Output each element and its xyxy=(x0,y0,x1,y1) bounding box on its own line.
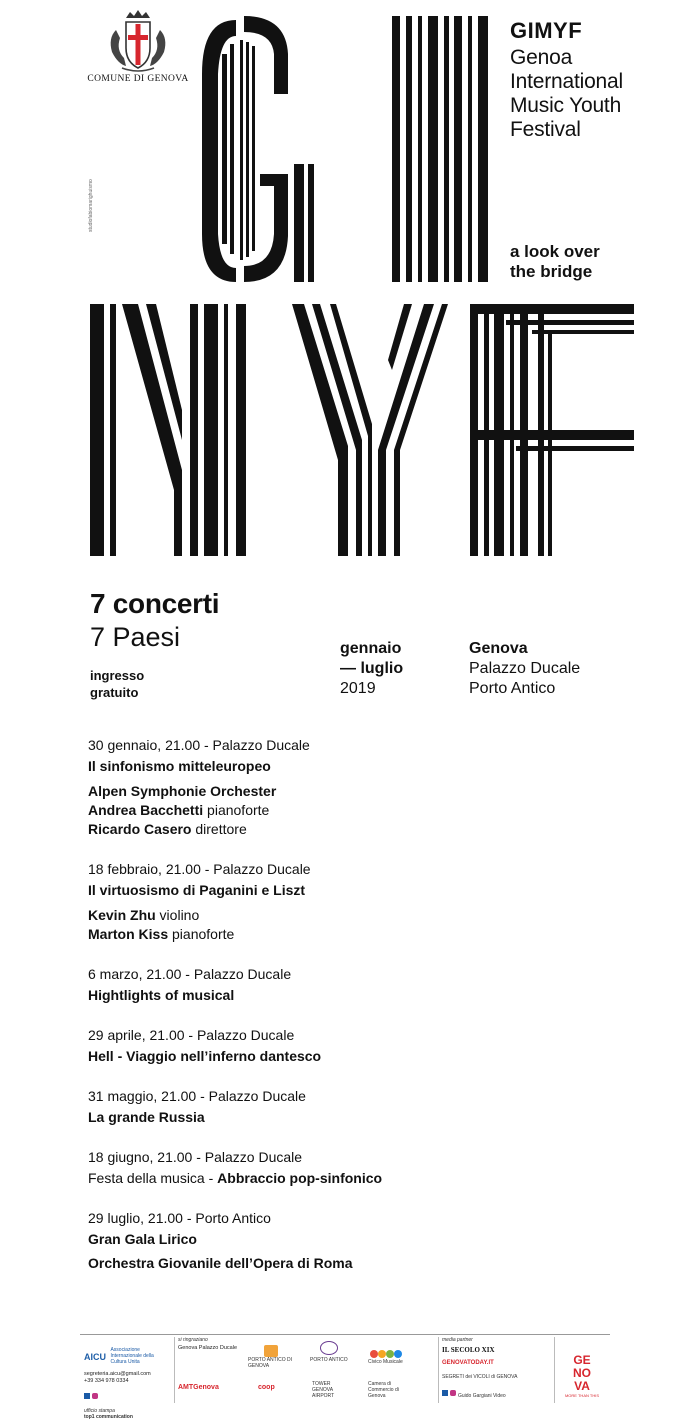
genova-crest-icon xyxy=(98,8,178,74)
media-logo: GENOVATODAY.IT xyxy=(442,1360,494,1366)
media-logo: SEGRETI dei VICOLI di GENOVA xyxy=(442,1374,518,1380)
press-label: ufficio stampa xyxy=(84,1408,115,1415)
media-logo: Guido Gargiani Video xyxy=(458,1393,506,1399)
aicu-block xyxy=(84,1337,172,1420)
media-block xyxy=(442,1337,552,1405)
comune-label: COMUNE DI GENOVA xyxy=(87,74,189,84)
concert-count: 7 concerti xyxy=(90,588,220,619)
festival-period xyxy=(340,639,403,699)
footer-divider xyxy=(554,1337,555,1403)
event-date: 31 maggio, 21.00 - Palazzo Ducale xyxy=(88,1088,306,1104)
event-date: 6 marzo, 21.00 - Palazzo Ducale xyxy=(88,966,292,982)
performer xyxy=(88,801,608,820)
festival-short-name: GIMYF xyxy=(510,18,583,43)
festival-place xyxy=(469,639,580,699)
event-item xyxy=(88,860,608,944)
thanks-label: si ringraziano xyxy=(178,1337,208,1343)
country-count: 7 Paesi xyxy=(90,622,181,652)
performer xyxy=(88,906,608,925)
event-item xyxy=(88,1209,608,1273)
instagram-icon[interactable] xyxy=(450,1390,456,1396)
porto-antico-icon xyxy=(264,1345,278,1357)
instagram-icon[interactable] xyxy=(92,1393,98,1399)
event-title: Hell - Viaggio nell’inferno dantesco xyxy=(88,1048,322,1064)
facebook-icon[interactable] xyxy=(442,1390,448,1396)
performer-list xyxy=(88,906,608,944)
event-date: 18 febbraio, 21.00 - Palazzo Ducale xyxy=(88,861,311,877)
event-item xyxy=(88,965,608,1005)
festival-name-line: International xyxy=(510,70,623,93)
porto-antico-logo-icon xyxy=(320,1341,338,1355)
event-title-main: Abbraccio pop-sinfonico xyxy=(217,1170,383,1186)
event-list xyxy=(88,736,608,1294)
event-date: 30 gennaio, 21.00 - Palazzo Ducale xyxy=(88,737,310,753)
festival-name-line: Genoa xyxy=(510,46,573,69)
gimyf-logo-top xyxy=(196,14,492,286)
festival-name-line: Festival xyxy=(510,118,581,141)
performer-name: Kevin Zhu xyxy=(88,907,156,923)
partners-block xyxy=(178,1337,440,1405)
performer-name: Alpen Symphonie Orchester xyxy=(88,783,277,799)
aicu-logo: AICU xyxy=(84,1352,106,1363)
event-title: Hightlights of musical xyxy=(88,987,235,1003)
footer-divider xyxy=(438,1337,439,1403)
partner-logo xyxy=(178,1383,219,1392)
event-title: Gran Gala Lirico xyxy=(88,1231,197,1247)
civico-musicale-icon xyxy=(370,1345,408,1355)
event-title: La grande Russia xyxy=(88,1109,205,1125)
amt-logo: AMTGenova xyxy=(178,1384,219,1391)
footer-divider xyxy=(174,1337,175,1403)
performer-name: Ricardo Casero xyxy=(88,821,192,837)
genova-logo-line: NO xyxy=(573,1366,591,1380)
city: Genova xyxy=(469,640,528,657)
genova-logo-tag: MORE THAN THIS xyxy=(564,1393,600,1398)
event-item xyxy=(88,1148,608,1188)
coop-logo: coop xyxy=(258,1384,275,1391)
event-title-prefix: Festa della musica - xyxy=(88,1170,218,1186)
period-year: 2019 xyxy=(340,680,376,697)
gimyf-logo-bottom xyxy=(86,300,638,560)
performer-name: Marton Kiss xyxy=(88,926,169,942)
sponsor-footer xyxy=(80,1334,610,1420)
aicu-desc: Associazione Internazionale della Cultura Unita xyxy=(110,1347,154,1365)
free-admission-line: ingresso xyxy=(90,668,145,683)
period-line: gennaio xyxy=(340,640,402,657)
event-title: Il virtuosismo di Paganini e Liszt xyxy=(88,882,306,898)
performer xyxy=(88,925,608,944)
partner-logo: PORTO ANTICO xyxy=(310,1357,348,1363)
event-title xyxy=(88,1169,608,1188)
genova-brand-logo xyxy=(563,1354,601,1400)
venue: Palazzo Ducale xyxy=(469,660,581,677)
performer xyxy=(88,782,608,801)
festival-name-line: Music Youth xyxy=(510,94,622,117)
press-agency: top1 communication xyxy=(84,1414,133,1420)
aicu-email: segreteria.aicu@gmail.com xyxy=(84,1371,151,1378)
performer-list xyxy=(88,782,608,839)
partner-logo: Camera di Commercio di Genova xyxy=(368,1381,399,1399)
partner-logo: PORTO ANTICO DI GENOVA xyxy=(248,1357,292,1369)
event-date: 29 luglio, 21.00 - Porto Antico xyxy=(88,1210,271,1226)
performer-name: Andrea Bacchetti xyxy=(88,802,204,818)
performer-role: pianoforte xyxy=(168,926,235,942)
event-subtitle: Orchestra Giovanile dell’Opera di Roma xyxy=(88,1255,353,1271)
event-date: 18 giugno, 21.00 - Palazzo Ducale xyxy=(88,1149,303,1165)
aicu-phone: +39 334 978 0334 xyxy=(84,1378,129,1385)
design-credit: studiofabiomarighuismo xyxy=(88,179,94,232)
genova-logo-line: VA xyxy=(574,1379,590,1393)
performer-role: pianoforte xyxy=(203,802,270,818)
tagline-line: the bridge xyxy=(510,262,593,281)
event-title: Il sinfonismo mitteleuropeo xyxy=(88,758,271,774)
event-date: 29 aprile, 21.00 - Palazzo Ducale xyxy=(88,1027,295,1043)
genova-logo-line: GE xyxy=(573,1353,591,1367)
event-item xyxy=(88,1026,608,1066)
event-item xyxy=(88,736,608,839)
period-line: — luglio xyxy=(340,660,404,677)
tagline-line: a look over xyxy=(510,242,600,261)
performer-role: direttore xyxy=(191,821,247,837)
facebook-icon[interactable] xyxy=(84,1393,90,1399)
partner-logo: TOWER GENOVA AIRPORT xyxy=(312,1381,335,1399)
media-logo: IL SECOLO XIX xyxy=(442,1346,495,1354)
partner-logo: Genova Palazzo Ducale xyxy=(178,1345,238,1351)
performer xyxy=(88,820,608,839)
event-item xyxy=(88,1087,608,1127)
partner-logo: Civico Musicale xyxy=(368,1359,403,1365)
free-admission-line: gratuito xyxy=(90,685,139,700)
media-label: media partner xyxy=(442,1337,473,1343)
free-admission xyxy=(90,667,144,701)
venue: Porto Antico xyxy=(469,680,556,697)
performer-role: violino xyxy=(155,907,200,923)
